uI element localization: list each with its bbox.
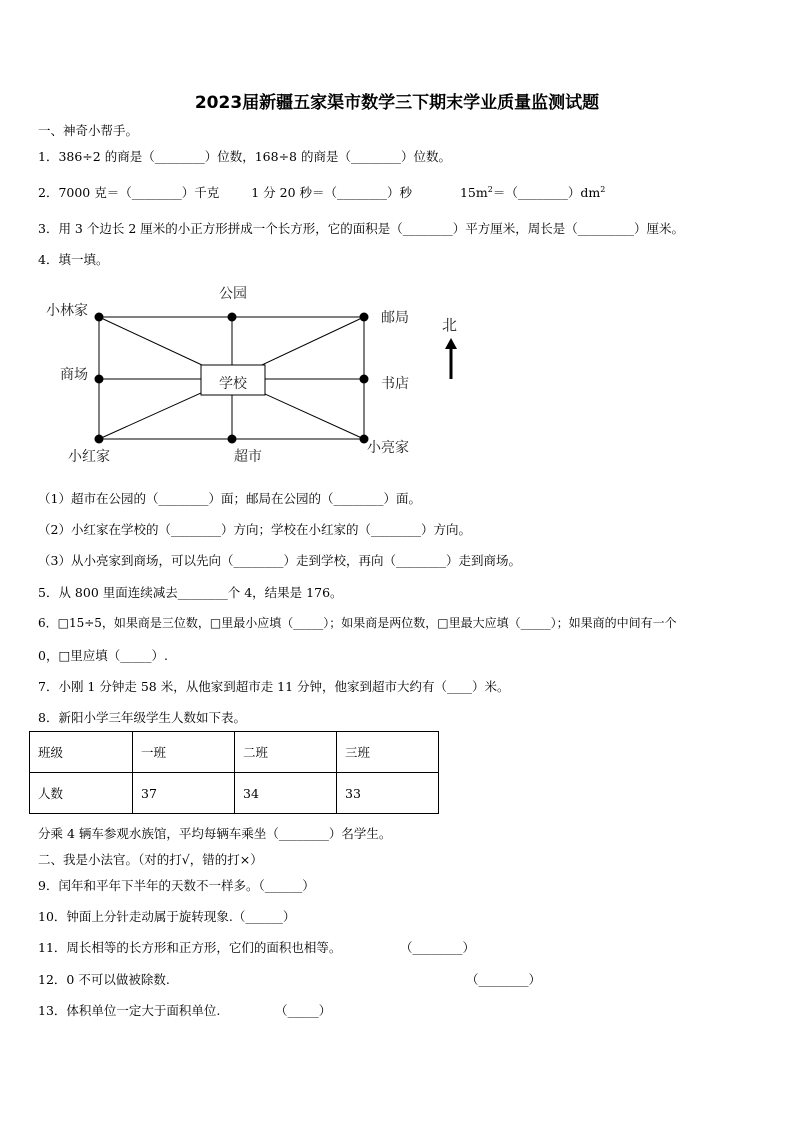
- table-header-row: [30, 732, 439, 773]
- question-4: 4．填一填。: [38, 252, 109, 267]
- label-school: 学校: [219, 376, 247, 392]
- table-cell: 34: [235, 773, 337, 814]
- dot-park: [228, 313, 237, 322]
- section-2-heading: 二、我是小法官。（对的打√，错的打×）: [38, 852, 263, 867]
- question-2-part-c: $15m^2=(\_\_\_\_\_\_\_\_)dm^2$: [459, 184, 606, 200]
- question-10: 10．钟面上分针走动属于旋转现象.（______）: [38, 909, 296, 924]
- question-6-line-1: 6．□15÷5，如果商是三位数，□里最小应填（_____）；如果商是两位数，□里最大应填（_____）；如果商的中间有一个: [38, 616, 677, 630]
- question-4-1: （1）超市在公园的（________）面；邮局在公园的（________）面。: [38, 491, 421, 506]
- question-4-3: （3）从小亮家到商场，可以先向（________）走到学校，再向（________）走到商场。: [38, 553, 521, 568]
- dot-bookstore: [360, 375, 369, 384]
- table-cell: 二班: [235, 732, 337, 773]
- label-supermarket: 超市: [234, 449, 262, 465]
- question-6-line-2: 0，□里应填（_____）.: [38, 648, 168, 663]
- label-bookstore: 书店: [381, 376, 409, 392]
- question-7: 7．小刚 1 分钟走 58 米，从他家到超市走 11 分钟，他家到超市大约有（____）米。: [38, 679, 510, 694]
- question-5: 5．从 800 里面连续减去________个 4，结果是 176。: [38, 585, 343, 600]
- section-1-heading: 一、神奇小帮手。: [38, 123, 139, 138]
- question-13-answer-blank: （_____）: [275, 1003, 332, 1018]
- north-arrow: [445, 338, 457, 379]
- label-post-office: 邮局: [381, 310, 409, 326]
- table-cell: 班级: [30, 732, 133, 773]
- question-12: 12．0 不可以做被除数.: [38, 972, 170, 987]
- dot-xiaohong: [95, 435, 104, 444]
- table-cell: 人数: [30, 773, 133, 814]
- class-size-table: [29, 731, 439, 814]
- label-mall: 商场: [60, 367, 88, 383]
- question-11: 11．周长相等的长方形和正方形，它们的面积也相等。: [38, 940, 342, 955]
- table-cell: 37: [133, 773, 235, 814]
- dot-mall: [95, 375, 104, 384]
- question-11-answer-blank: （________）: [400, 940, 476, 955]
- label-xiaoliang-home: 小亮家: [367, 440, 409, 456]
- question-2-part-a: 2．7000 克＝（________）千克: [38, 185, 220, 200]
- question-2: [38, 183, 605, 201]
- label-park: 公园: [219, 286, 247, 302]
- question-13: 13．体积单位一定大于面积单位.: [38, 1003, 221, 1018]
- table-cell: 一班: [133, 732, 235, 773]
- label-xiaolin-home: 小林家: [46, 303, 88, 319]
- dot-supermarket: [228, 435, 237, 444]
- label-north: 北: [442, 316, 458, 334]
- question-8: 8．新阳小学三年级学生人数如下表。: [38, 710, 246, 725]
- question-8-followup: 分乘 4 辆车参观水族馆，平均每辆车乘坐（________）名学生。: [38, 826, 392, 841]
- page-title: 2023届新疆五家渠市数学三下期末学业质量监测试题: [194, 93, 600, 113]
- question-12-answer-blank: （________）: [466, 972, 542, 987]
- table-row: [30, 773, 439, 814]
- question-2-part-b: 1 分 20 秒＝（________）秒: [251, 185, 412, 200]
- dot-post: [360, 313, 369, 322]
- question-9: 9．闰年和平年下半年的天数不一样多。（______）: [38, 878, 315, 893]
- table-cell: 33: [337, 773, 439, 814]
- dot-xiaolin: [95, 313, 104, 322]
- question-1: 1．386÷2 的商是（________）位数，168÷8 的商是（________）位数。: [38, 149, 451, 164]
- table-cell: 三班: [337, 732, 439, 773]
- label-xiaohong-home: 小红家: [68, 449, 110, 465]
- question-3: 3．用 3 个边长 2 厘米的小正方形拼成一个长方形，它的面积是（________）平方厘米，周长是（_________）厘米。: [38, 221, 685, 236]
- question-4-2: （2）小红家在学校的（________）方向；学校在小红家的（________）方向。: [38, 522, 471, 537]
